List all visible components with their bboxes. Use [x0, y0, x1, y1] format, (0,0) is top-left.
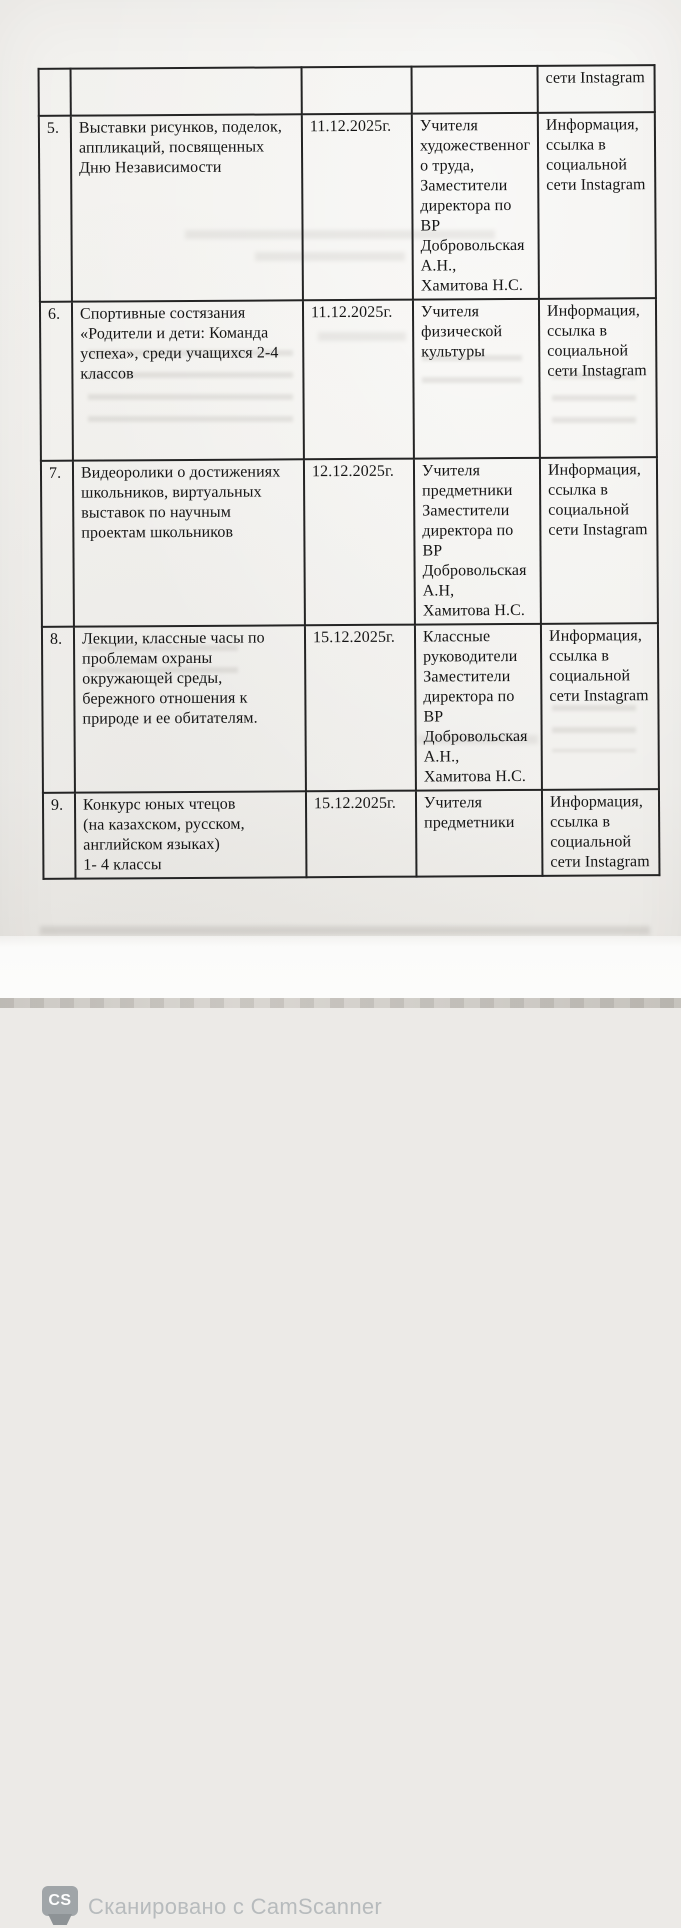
output-cell: Информация, ссылка в социальной сети Instagram — [542, 789, 660, 876]
camscanner-watermark-text: Сканировано с CamScanner — [88, 1894, 383, 1919]
date-cell: 11.12.2025г. — [302, 114, 413, 301]
responsible-cell — [412, 66, 538, 114]
output-cell: Информация, ссылка в социальной сети Instagram — [539, 298, 657, 458]
date-cell: 11.12.2025г. — [303, 300, 414, 460]
camscanner-logo-fold — [48, 1914, 72, 1925]
date-cell: 12.12.2025г. — [304, 459, 415, 626]
photo-bottom-edge — [0, 998, 681, 1008]
bleed-through-artifact — [40, 926, 650, 935]
row-number-cell: 8. — [42, 627, 75, 793]
event-cell: Спортивные состязания «Родители и дети: Команда успеха», среди учащихся 2-4 классов — [72, 300, 304, 460]
camscanner-footer-bar — [0, 936, 681, 1919]
date-cell: 15.12.2025г. — [306, 791, 417, 878]
table-row — [42, 623, 659, 793]
output-cell: Информация, ссылка в социальной сети Instagram — [540, 457, 658, 624]
event-cell: Конкурс юных чтецов (на казахском, русском, английском языках) 1- 4 классы — [75, 791, 307, 878]
date-cell: 15.12.2025г. — [305, 625, 416, 792]
table-row — [39, 65, 655, 116]
responsible-cell: Учителя физической культуры — [413, 299, 540, 459]
camscanner-logo-icon — [42, 1886, 78, 1928]
camscanner-badge-label: CS — [42, 1886, 78, 1916]
event-cell: Выставки рисунков, поделок, аппликаций, посвященных Дню Независимости — [71, 114, 303, 301]
event-cell: Лекции, классные часы по проблемам охраны окружающей среды, бережного отношения к природе и ее обитателям. — [74, 625, 306, 792]
event-cell: Видеоролики о достижениях школьников, виртуальных выставок по научным проектам школьников — [73, 459, 305, 626]
row-number-cell — [39, 69, 71, 116]
row-number-cell: 7. — [41, 461, 74, 627]
table-row — [41, 457, 658, 627]
row-number-cell: 5. — [39, 116, 72, 302]
row-number-cell: 9. — [43, 793, 76, 879]
table-row — [43, 789, 660, 879]
responsible-cell: Учителя предметники Заместители директора по ВР Добровольская А.Н, Хамитова Н.С. — [414, 458, 541, 625]
output-cell: Информация, ссылка в социальной сети Instagram — [541, 623, 659, 790]
event-cell — [71, 67, 302, 115]
responsible-cell: Учителя предметники — [416, 790, 543, 877]
responsible-cell: Учителя художественног о труда, Заместители директора по ВР Добровольская А.Н., Хамитова Н.С. — [412, 113, 539, 300]
row-number-cell: 6. — [40, 302, 73, 461]
events-table — [38, 64, 659, 880]
date-cell — [302, 67, 412, 115]
output-cell: сети Instagram — [538, 65, 655, 113]
output-cell: Информация, ссылка в социальной сети Instagram — [538, 112, 656, 299]
table-row — [40, 298, 657, 461]
table-row — [39, 112, 656, 302]
responsible-cell: Классные руководители Заместители директора по ВР Добровольская А.Н., Хамитова Н.С. — [415, 624, 542, 791]
